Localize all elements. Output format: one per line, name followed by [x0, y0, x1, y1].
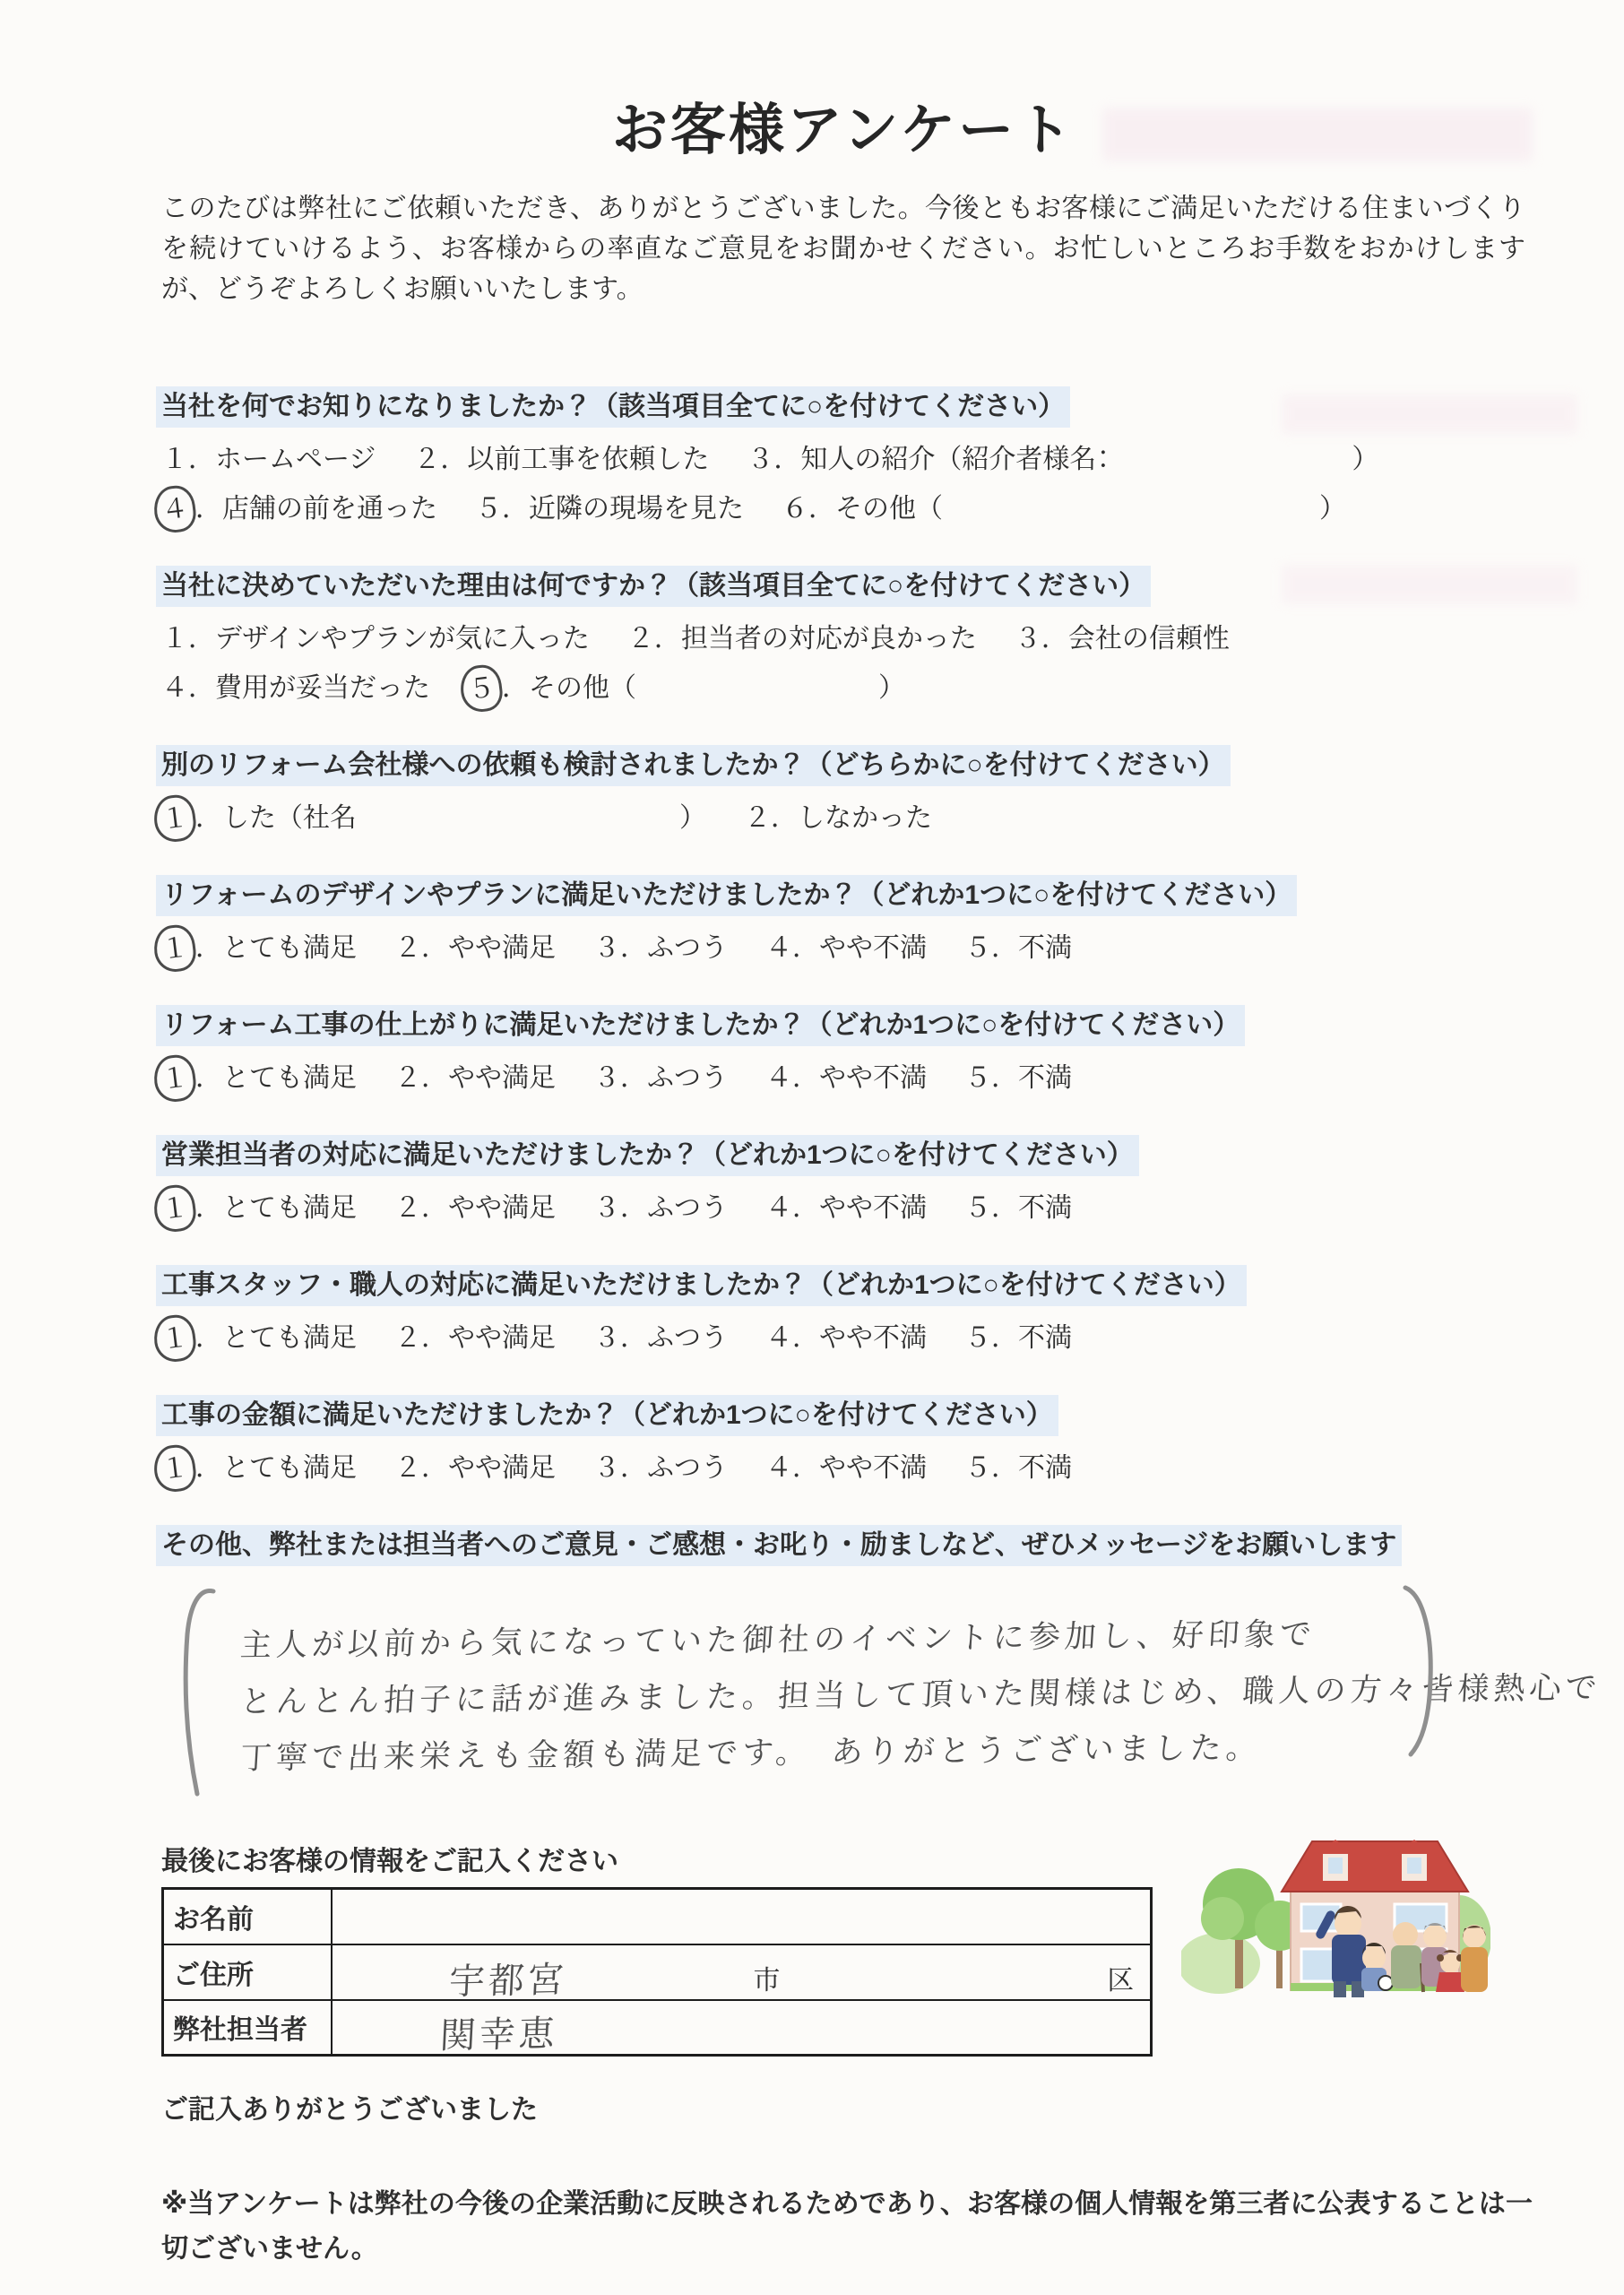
question-block — [161, 566, 1525, 713]
option-number: ４ — [765, 1193, 792, 1223]
option[interactable] — [964, 1183, 1072, 1233]
page-title: お客様アンケート — [611, 100, 1075, 161]
option[interactable] — [413, 435, 709, 484]
option-label: 不満 — [1018, 1323, 1072, 1353]
option-number: ４ — [161, 673, 188, 703]
option-label: とても満足 — [222, 1063, 357, 1093]
option[interactable] — [627, 614, 977, 663]
option-label: ふつう — [647, 1323, 728, 1353]
option[interactable] — [964, 1053, 1072, 1103]
handwritten-line: 丁寧で出来栄えも金額も満足です。 ありがとうございました。 — [238, 1730, 1263, 1776]
table-row-name — [163, 1889, 1152, 1944]
question-options-line — [161, 1443, 1525, 1493]
option-number-separator: ． — [792, 1063, 819, 1093]
option-number-separator: ． — [421, 1193, 448, 1223]
option[interactable] — [964, 1313, 1072, 1363]
option[interactable] — [782, 484, 1346, 533]
option-label: やや不満 — [819, 1063, 927, 1093]
message-section — [161, 1525, 1602, 1810]
option-number: ４ — [765, 1323, 792, 1353]
option-label: やや満足 — [448, 1453, 556, 1483]
option-number: ３ — [593, 933, 620, 963]
option-label: 不満 — [1018, 1453, 1072, 1483]
option-number-separator: ． — [991, 1063, 1018, 1093]
option-number-separator: ． — [195, 803, 222, 833]
option-number: ３ — [593, 1453, 620, 1483]
option-number-separator: ． — [188, 624, 215, 654]
option-number: ５ — [964, 1323, 991, 1353]
option-number-separator: ． — [502, 673, 529, 703]
family-house-illustration — [1181, 1804, 1490, 2001]
handwritten-message — [238, 1611, 1602, 1780]
staff-field[interactable] — [332, 2000, 1152, 2056]
option-label: 店舗の前を通った — [222, 494, 437, 524]
option[interactable] — [964, 923, 1072, 973]
handdrawn-circle-mark: １ — [151, 1312, 198, 1364]
option-number: ３ — [593, 1323, 620, 1353]
option-number-separator: ． — [620, 1063, 647, 1093]
option[interactable] — [593, 1443, 728, 1493]
option[interactable] — [394, 1183, 556, 1233]
option-number: ５ — [964, 1453, 991, 1483]
option-label: とても満足 — [222, 1193, 357, 1223]
option-number: ２ — [394, 933, 421, 963]
bush — [1181, 1933, 1260, 1994]
option-number-separator: ． — [620, 1193, 647, 1223]
option-label: やや不満 — [819, 933, 927, 963]
option-selected[interactable] — [468, 663, 905, 713]
option-label: その他（ ） — [529, 673, 905, 703]
option[interactable] — [161, 663, 430, 713]
option[interactable] — [765, 1053, 927, 1103]
option-number-separator: ． — [792, 933, 819, 963]
address-handwritten-value: 宇都宮 — [447, 1960, 568, 2002]
question-block — [161, 875, 1525, 973]
message-section-header: その他、弊社または担当者へのご意見・ご感想・お叱り・励ましなど、ぜひメッセージをお願いします — [161, 1525, 1396, 1566]
handdrawn-circle-mark: １ — [151, 1182, 198, 1234]
option[interactable] — [765, 1313, 927, 1363]
option-label: やや不満 — [819, 1193, 927, 1223]
handwritten-line: 主人が以前から気になっていた御社のイベントに参加し、好印象で — [238, 1616, 1317, 1663]
question-header: 当社を何でお知りになりましたか？（該当項目全てに○を付けてください） — [161, 386, 1065, 428]
option-number: ２ — [413, 445, 441, 474]
option[interactable] — [593, 1053, 728, 1103]
question-options-line — [161, 435, 1525, 484]
option-label: ふつう — [647, 1453, 728, 1483]
option[interactable] — [1015, 614, 1230, 663]
option-number-separator: ． — [195, 1063, 222, 1093]
option-label: やや満足 — [448, 1323, 556, 1353]
option[interactable] — [765, 1443, 927, 1493]
option-number-separator: ． — [991, 1453, 1018, 1483]
question-header: リフォーム工事の仕上がりに満足いただけましたか？（どれか1つに○を付けてください） — [161, 1005, 1240, 1046]
option-number-separator: ． — [195, 1323, 222, 1353]
question-options-line — [161, 923, 1525, 973]
option-label: 担当者の対応が良かった — [680, 624, 977, 654]
customer-info-table — [161, 1887, 1153, 2057]
option[interactable] — [394, 1053, 556, 1103]
option-number: ６ — [782, 494, 808, 524]
question-options-line — [161, 614, 1525, 663]
thanks-text: ご記入ありがとうございました — [161, 2095, 538, 2125]
handdrawn-circle-mark: １ — [151, 922, 198, 974]
option-label: 不満 — [1018, 933, 1072, 963]
option[interactable] — [394, 923, 556, 973]
option-label: 不満 — [1018, 1063, 1072, 1093]
option-number-separator: ． — [195, 933, 222, 963]
option-number: ３ — [593, 1193, 620, 1223]
option-number: ３ — [747, 445, 774, 474]
address-ward-suffix: 区 — [1107, 1965, 1134, 1996]
option-label: デザインやプランが気に入った — [215, 624, 590, 654]
option-label: やや満足 — [448, 1063, 556, 1093]
option-label: しなかった — [798, 803, 932, 833]
handdrawn-circle-mark: ４ — [151, 483, 198, 534]
option-number-separator: ． — [771, 803, 798, 833]
option-label: やや満足 — [448, 933, 556, 963]
question-options-line — [161, 1053, 1525, 1103]
option-selected[interactable] — [161, 1183, 357, 1233]
option-label: ふつう — [647, 933, 728, 963]
option[interactable] — [394, 1313, 556, 1363]
option-label: 以前工事を依頼した — [467, 445, 710, 474]
question-options-line — [161, 1313, 1525, 1363]
handdrawn-circle-mark: １ — [151, 1052, 198, 1104]
option-number-separator: ． — [421, 1323, 448, 1353]
table-row-staff — [163, 2000, 1152, 2056]
option-number: ２ — [394, 1193, 421, 1223]
option-number-separator: ． — [792, 1323, 819, 1353]
option-label: 知人の紹介（紹介者様名： ） — [800, 445, 1379, 474]
option-number: ２ — [744, 803, 771, 833]
option-number-separator: ． — [991, 1323, 1018, 1353]
option-label: ふつう — [647, 1193, 728, 1223]
option[interactable] — [593, 1183, 728, 1233]
option-number: ２ — [394, 1323, 421, 1353]
address-field[interactable] — [332, 1944, 1152, 2000]
question-options-line — [161, 1183, 1525, 1233]
option-label: ふつう — [647, 1063, 728, 1093]
table-row-address — [163, 1944, 1152, 2000]
option-label: ホームページ — [215, 445, 376, 474]
handdrawn-circle-mark: ５ — [458, 663, 505, 714]
question-header: 営業担当者の対応に満足いただけましたか？（どれか1つに○を付けてください） — [161, 1135, 1134, 1176]
option[interactable] — [161, 614, 590, 663]
privacy-footnote: ※当アンケートは弊社の今後の企業活動に反映されるためであり、お客様の個人情報を第三者に公表することは一切ございません。 — [161, 2189, 1533, 2264]
handdrawn-circle-mark: １ — [151, 792, 198, 844]
option-number: ５ — [964, 1063, 991, 1093]
question-block — [161, 1395, 1525, 1493]
option-number: ４ — [765, 1063, 792, 1093]
option-number: ３ — [1014, 624, 1041, 654]
question-header: 工事の金額に満足いただけましたか？（どれか1つに○を付けてください） — [161, 1395, 1053, 1436]
option-selected[interactable] — [161, 1443, 357, 1493]
question-options-line — [161, 793, 1525, 843]
option[interactable] — [475, 484, 744, 533]
handwritten-message-area — [161, 1586, 1602, 1810]
question-header: 工事スタッフ・職人の対応に満足いただけましたか？（どれか1つに○を付けてください） — [161, 1265, 1241, 1306]
option-selected[interactable] — [161, 484, 437, 533]
option-label: 近隣の現場を見た — [529, 494, 744, 524]
customer-info-header: 最後にお客様の情報をご記入ください — [161, 1847, 618, 1876]
staff-handwritten-value: 関幸恵 — [438, 2014, 559, 2056]
option-label: やや不満 — [819, 1453, 927, 1483]
option-label: 会社の信頼性 — [1067, 624, 1230, 654]
option-number: ５ — [964, 1193, 991, 1223]
question-block — [161, 1135, 1525, 1233]
option-label: やや不満 — [819, 1323, 927, 1353]
option-label: その他（ ） — [835, 494, 1346, 524]
question-header: リフォームのデザインやプランに満足いただけましたか？（どれか1つに○を付けてください） — [161, 875, 1291, 916]
option-number-separator: ． — [792, 1453, 819, 1483]
option-selected[interactable] — [161, 793, 706, 843]
address-city-suffix: 市 — [753, 1965, 781, 1996]
option-number-separator: ． — [792, 1193, 819, 1223]
option-number: ２ — [394, 1453, 421, 1483]
question-options-line — [161, 663, 1525, 713]
question-block — [161, 1265, 1525, 1363]
option-number: ２ — [626, 624, 654, 654]
option-label: とても満足 — [222, 1323, 357, 1353]
option-label: した（社名 ） — [222, 803, 706, 833]
name-label: お名前 — [163, 1889, 332, 1944]
option-selected[interactable] — [161, 1313, 357, 1363]
question-options-line — [161, 484, 1525, 533]
option[interactable] — [765, 1183, 927, 1233]
option-number-separator: ． — [188, 445, 215, 474]
option[interactable] — [593, 1313, 728, 1363]
option-number-separator: ． — [421, 1453, 448, 1483]
address-label: ご住所 — [163, 1944, 332, 2000]
handdrawn-bracket-right — [1400, 1579, 1439, 1767]
option[interactable] — [744, 793, 932, 843]
option-number-separator: ． — [620, 933, 647, 963]
option-number: １ — [161, 624, 188, 654]
option-number: ４ — [765, 1453, 792, 1483]
option-number: ３ — [593, 1063, 620, 1093]
option[interactable] — [394, 1443, 556, 1493]
option-number-separator: ． — [440, 445, 468, 474]
intro-paragraph: このたびは弊社にご依頼いただき、ありがとうございました。今後ともお客様にご満足いただける住まいづくりを続けていけるよう、お客様からの率直なご意見をお聞かせください。お忙しいところお手数をおかけしますが、どうぞよろしくお願いいたします。 — [161, 194, 1525, 304]
question-block — [161, 1005, 1525, 1103]
option-label: 不満 — [1018, 1193, 1072, 1223]
option-number-separator: ． — [195, 1193, 222, 1223]
option-number: ５ — [475, 494, 502, 524]
option-label: とても満足 — [222, 1453, 357, 1483]
option-number: １ — [161, 445, 188, 474]
option-number-separator: ． — [773, 445, 801, 474]
staff-label: 弊社担当者 — [163, 2000, 332, 2056]
option-number-separator: ． — [991, 1193, 1018, 1223]
option[interactable] — [765, 923, 927, 973]
option-number-separator: ． — [421, 933, 448, 963]
option[interactable] — [161, 435, 376, 484]
option-label: やや満足 — [448, 1193, 556, 1223]
option-number-separator: ． — [421, 1063, 448, 1093]
option[interactable] — [964, 1443, 1072, 1493]
handdrawn-bracket-left — [177, 1586, 219, 1801]
option-number: ４ — [765, 933, 792, 963]
question-block — [161, 386, 1525, 533]
option-number-separator: ． — [653, 624, 681, 654]
option-number-separator: ． — [620, 1453, 647, 1483]
handdrawn-circle-mark: １ — [151, 1442, 198, 1494]
option-selected[interactable] — [161, 923, 357, 973]
option-label: とても満足 — [222, 933, 357, 963]
option[interactable] — [593, 923, 728, 973]
option-number-separator: ． — [1041, 624, 1068, 654]
question-header: 別のリフォーム会社様への依頼も検討されましたか？（どちらかに○を付けてください） — [161, 745, 1225, 786]
option[interactable] — [747, 435, 1378, 484]
option-label: 費用が妥当だった — [215, 673, 430, 703]
option-number-separator: ． — [991, 933, 1018, 963]
option-number-separator: ． — [195, 1453, 222, 1483]
option-number-separator: ． — [188, 673, 215, 703]
question-block — [161, 745, 1525, 843]
option-selected[interactable] — [161, 1053, 357, 1103]
option-number-separator: ． — [502, 494, 529, 524]
option-number-separator: ． — [620, 1323, 647, 1353]
question-header: 当社に決めていただいた理由は何ですか？（該当項目全てに○を付けてください） — [161, 566, 1145, 607]
option-number: ２ — [394, 1063, 421, 1093]
option-number-separator: ． — [808, 494, 835, 524]
option-number-separator: ． — [195, 494, 222, 524]
option-number: ５ — [964, 933, 991, 963]
name-field[interactable] — [332, 1889, 1152, 1944]
handwritten-line: とんとん拍子に話が進みました。担当して頂いた関様はじめ、職人の方々皆様熱心で — [238, 1670, 1602, 1719]
questions — [161, 386, 1525, 1493]
